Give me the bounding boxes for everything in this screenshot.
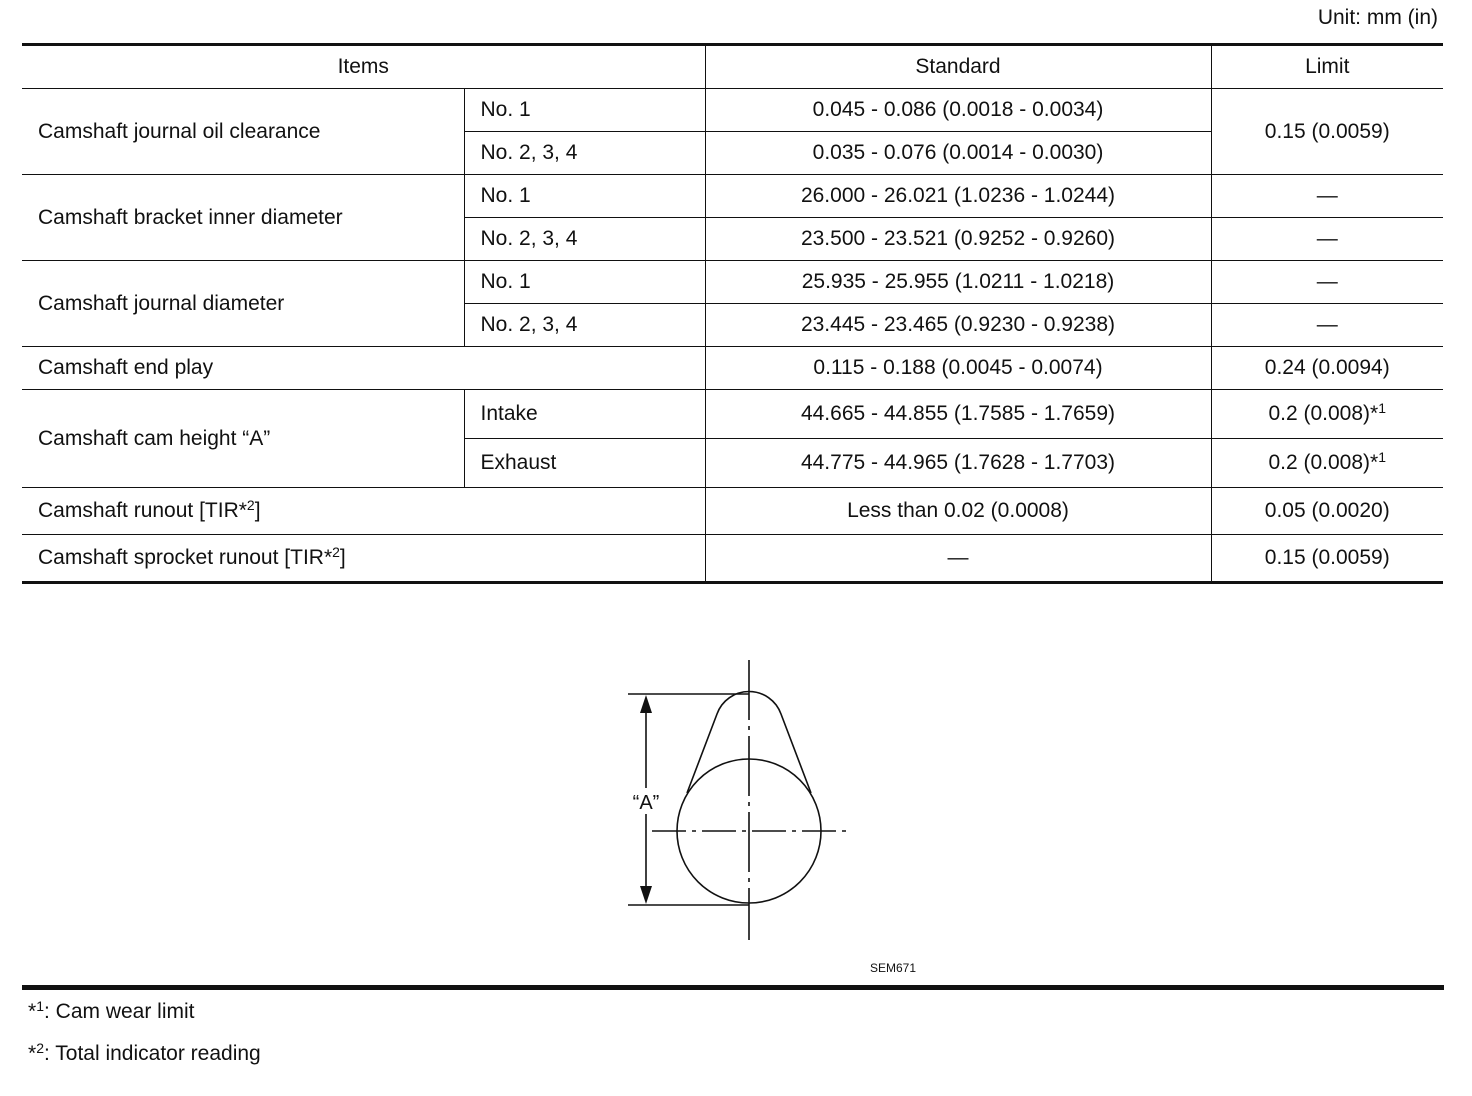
standard-value: 44.665 - 44.855 (1.7585 - 1.7659) — [705, 390, 1211, 439]
camshaft-spec-table — [22, 43, 1443, 584]
limit-value: 0.05 (0.0020) — [1211, 488, 1443, 535]
limit-value — [1211, 439, 1443, 488]
item-oil-clearance: Camshaft journal oil clearance — [22, 89, 464, 175]
standard-value: 0.035 - 0.076 (0.0014 - 0.0030) — [705, 132, 1211, 175]
footnote-text: : Total indicator reading — [43, 1042, 261, 1065]
standard-value: 0.115 - 0.188 (0.0045 - 0.0074) — [705, 347, 1211, 390]
standard-value: 23.445 - 23.465 (0.9230 - 0.9238) — [705, 304, 1211, 347]
sub-item: Exhaust — [464, 439, 705, 488]
unit-label: Unit: mm (in) — [1317, 6, 1438, 29]
table-row — [22, 89, 1443, 132]
standard-value: 25.935 - 25.955 (1.0211 - 1.0218) — [705, 261, 1211, 304]
limit-value: — — [1211, 261, 1443, 304]
footnote-text: : Cam wear limit — [43, 1000, 195, 1023]
arrow-up-icon — [640, 695, 652, 713]
footnote-ref: 2 — [332, 544, 340, 560]
item-end-play: Camshaft end play — [22, 347, 705, 390]
limit-value: — — [1211, 218, 1443, 261]
sub-item: No. 2, 3, 4 — [464, 304, 705, 347]
divider — [22, 985, 1444, 990]
sub-item: Intake — [464, 390, 705, 439]
item-text-end: ] — [254, 499, 261, 522]
item-sprocket-runout — [22, 535, 705, 583]
limit-value: 0.15 (0.0059) — [1211, 89, 1443, 175]
dimension-label: “A” — [632, 792, 660, 814]
item-journal-diameter: Camshaft journal diameter — [22, 261, 464, 347]
item-text-end: ] — [339, 546, 346, 569]
sub-item: No. 2, 3, 4 — [464, 132, 705, 175]
table-row — [22, 535, 1443, 583]
limit-value: — — [1211, 175, 1443, 218]
table-row — [22, 488, 1443, 535]
standard-value: 44.775 - 44.965 (1.7628 - 1.7703) — [705, 439, 1211, 488]
limit-value: 0.15 (0.0059) — [1211, 535, 1443, 583]
footnote-mark: * — [28, 1000, 37, 1023]
standard-value: 23.500 - 23.521 (0.9252 - 0.9260) — [705, 218, 1211, 261]
footnote-ref: 1 — [1378, 449, 1387, 465]
item-bracket-diameter: Camshaft bracket inner diameter — [22, 175, 464, 261]
limit-value: 0.24 (0.0094) — [1211, 347, 1443, 390]
sub-item: No. 1 — [464, 89, 705, 132]
limit-text: 0.2 (0.008)* — [1268, 451, 1379, 474]
limit-text: 0.2 (0.008)* — [1268, 402, 1379, 425]
footnote-number: 2 — [36, 1040, 44, 1056]
standard-value: Less than 0.02 (0.0008) — [705, 488, 1211, 535]
sub-item: No. 1 — [464, 261, 705, 304]
item-text: Camshaft sprocket runout [TIR* — [38, 546, 333, 569]
table-row — [22, 261, 1443, 304]
item-runout — [22, 488, 705, 535]
standard-value: — — [705, 535, 1211, 583]
footnote-ref: 1 — [1378, 400, 1387, 416]
footnote-number: 1 — [36, 998, 44, 1014]
table-header-row — [22, 45, 1443, 89]
table-row — [22, 175, 1443, 218]
table-row — [22, 347, 1443, 390]
sub-item: No. 2, 3, 4 — [464, 218, 705, 261]
footnote-ref: 2 — [246, 497, 255, 513]
table-row — [22, 390, 1443, 439]
footnote-1 — [28, 1000, 195, 1024]
standard-value: 0.045 - 0.086 (0.0018 - 0.0034) — [705, 89, 1211, 132]
standard-value: 26.000 - 26.021 (1.0236 - 1.0244) — [705, 175, 1211, 218]
cam-height-diagram — [600, 655, 860, 945]
footnote-2 — [28, 1042, 261, 1066]
limit-value: — — [1211, 304, 1443, 347]
footnote-mark: * — [28, 1042, 37, 1065]
figure-caption: SEM671 — [870, 961, 917, 975]
arrow-down-icon — [640, 886, 652, 904]
header-limit: Limit — [1211, 45, 1443, 89]
limit-value — [1211, 390, 1443, 439]
item-cam-height: Camshaft cam height “A” — [22, 390, 464, 488]
header-items: Items — [22, 45, 705, 89]
header-standard: Standard — [705, 45, 1211, 89]
sub-item: No. 1 — [464, 175, 705, 218]
item-text: Camshaft runout [TIR* — [38, 499, 247, 522]
